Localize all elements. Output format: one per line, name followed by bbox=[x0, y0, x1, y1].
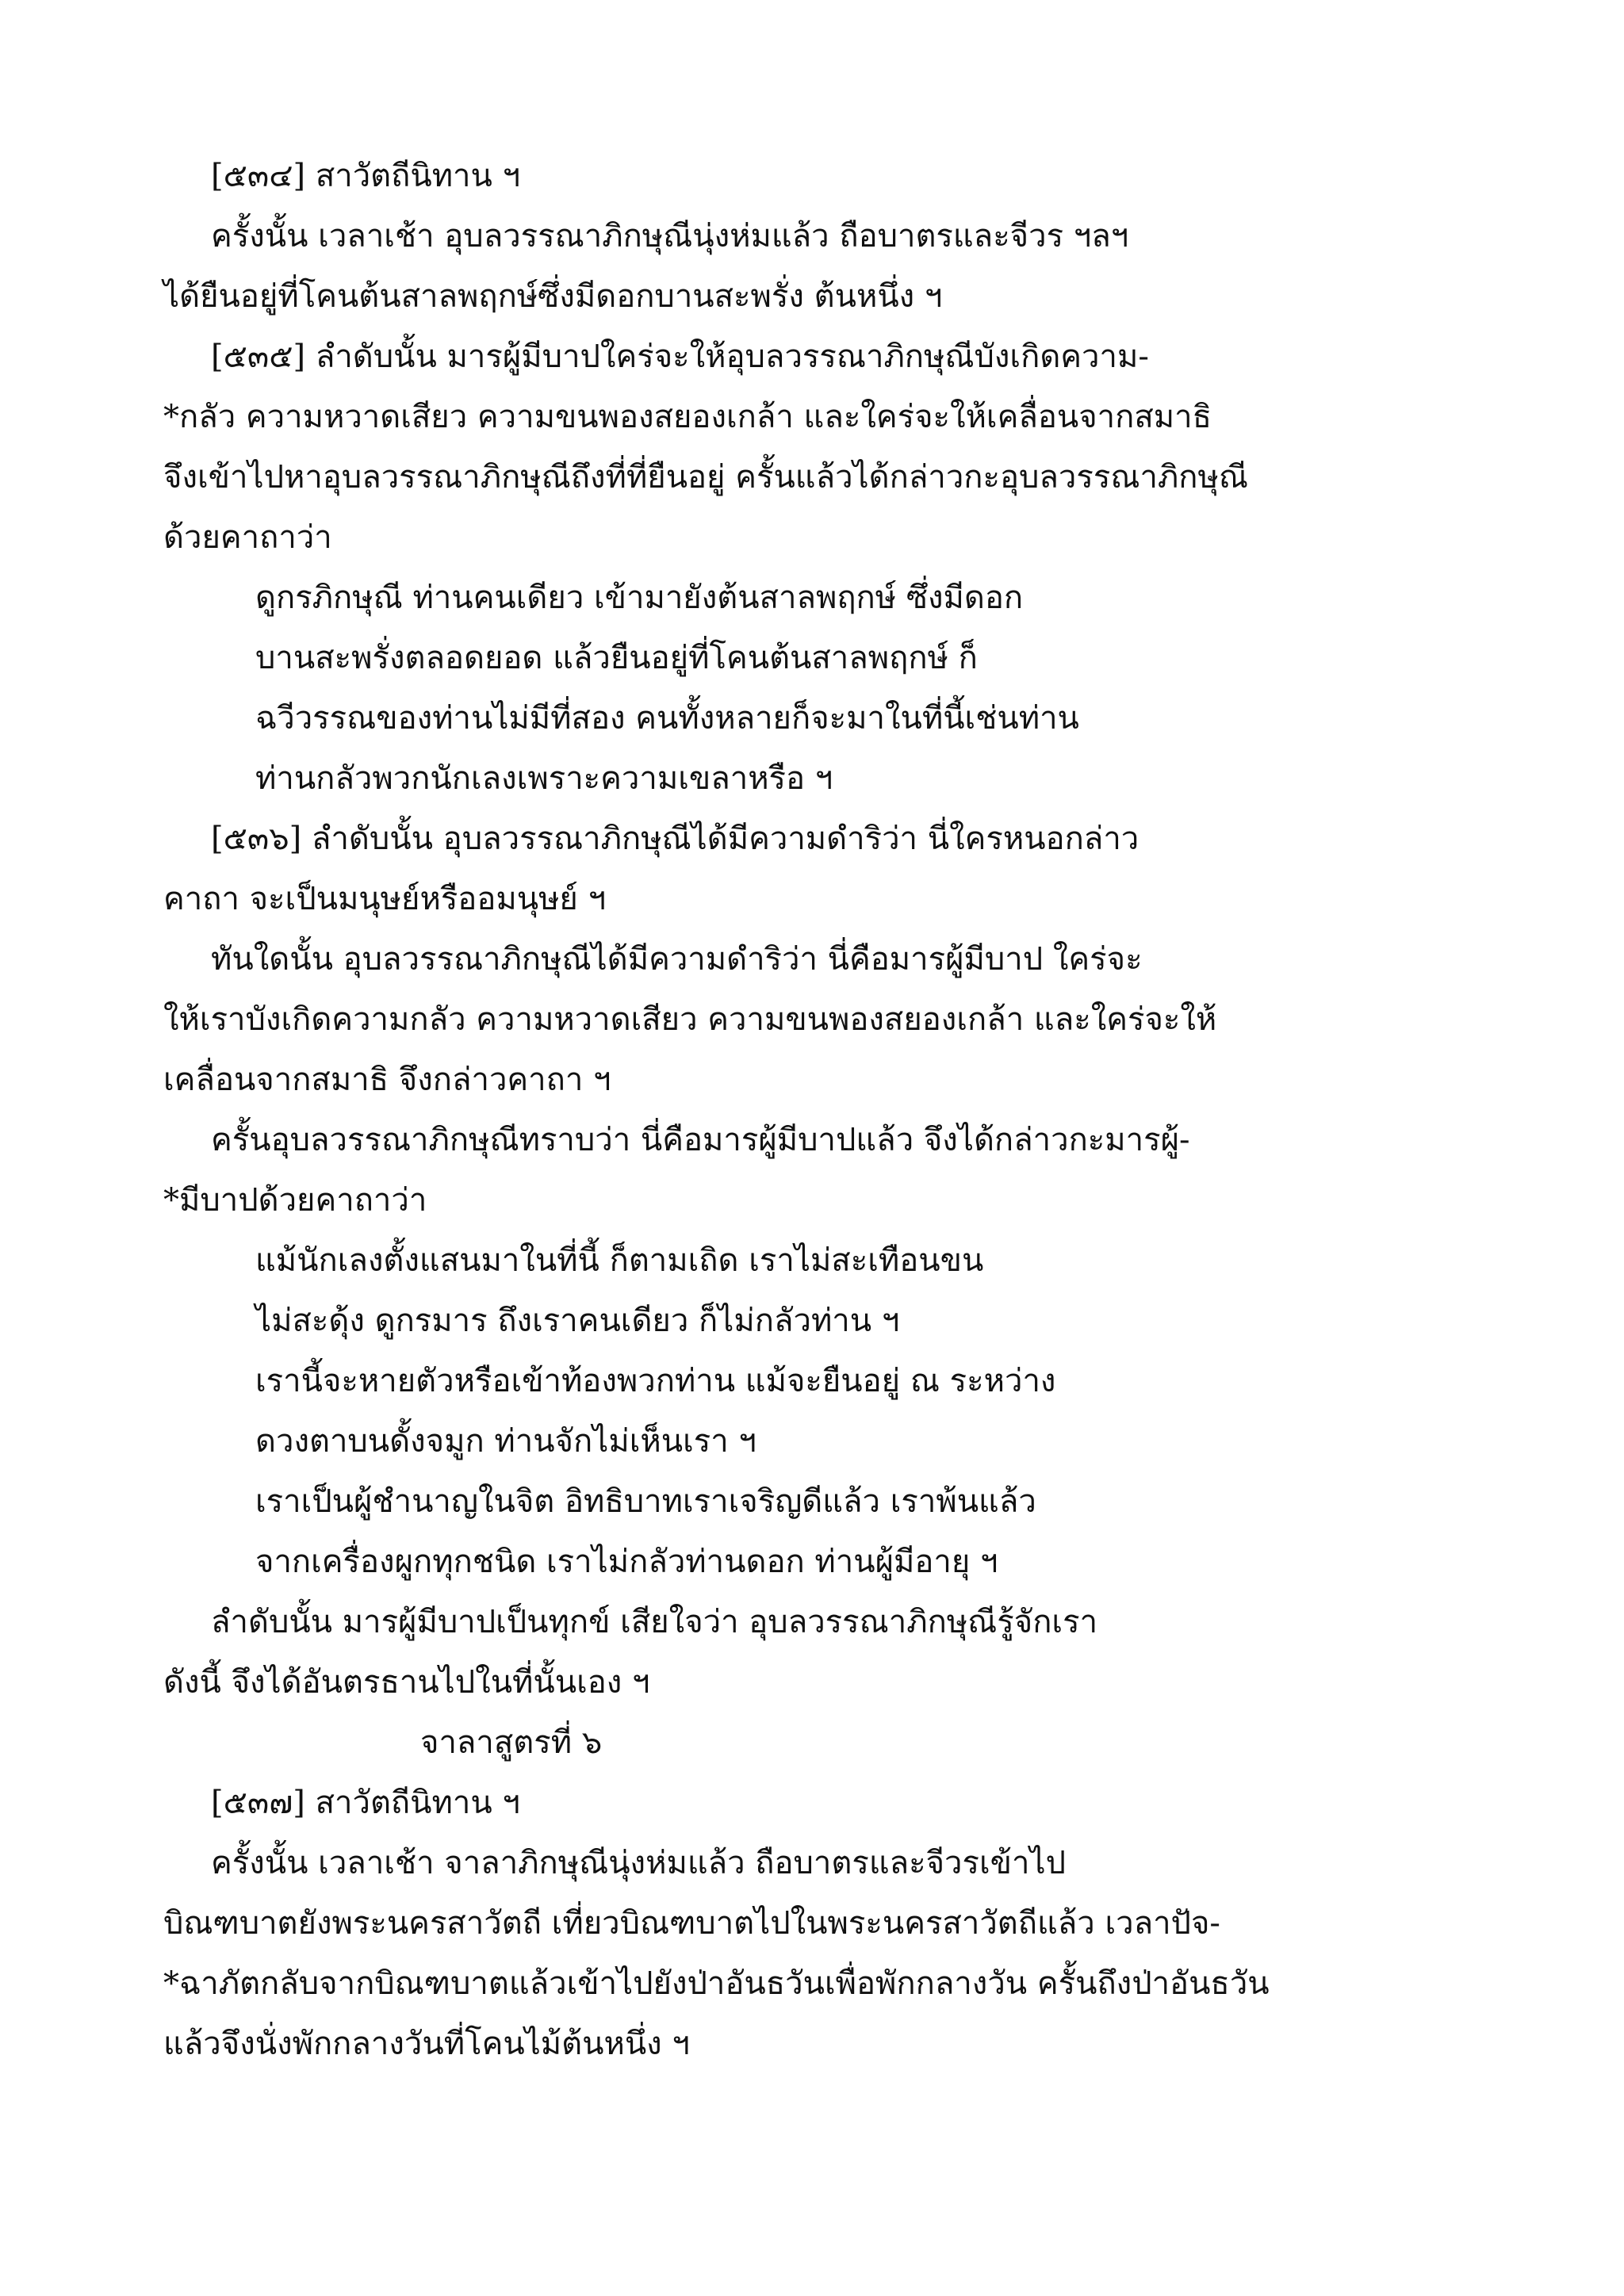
verse-2-line-5: เราเป็นผู้ชำนาญในจิต อิทธิบาทเราเจริญดีแล้ว เราพ้นแล้ว bbox=[255, 1483, 1036, 1520]
paragraph-535-line-4: ด้วยคาถาว่า bbox=[163, 519, 332, 556]
paragraph-536d-line-1: ลำดับนั้น มารผู้มีบาปเป็นทุกข์ เสียใจว่า อุบลวรรณาภิกษุณีรู้จักเรา bbox=[211, 1604, 1098, 1640]
paragraph-536c-line-1: ครั้นอุบลวรรณาภิกษุณีทราบว่า นี่คือมารผู้มีบาปแล้ว จึงได้กล่าวกะมารผู้- bbox=[211, 1122, 1190, 1158]
verse-2-line-4: ดวงตาบนดั้งจมูก ท่านจักไม่เห็นเรา ฯ bbox=[255, 1423, 756, 1460]
paragraph-537b-line-4: แล้วจึงนั่งพักกลางวันที่โคนไม้ต้นหนึ่ง ฯ bbox=[163, 2026, 690, 2062]
paragraph-535-line-2: *กลัว ความหวาดเสียว ความขนพองสยองเกล้า และใคร่จะให้เคลื่อนจากสมาธิ bbox=[163, 399, 1212, 435]
paragraph-537b-line-1: ครั้งนั้น เวลาเช้า จาลาภิกษุณีนุ่งห่มแล้ว ถือบาตรและจีวรเข้าไป bbox=[211, 1845, 1066, 1881]
sutta-heading: จาลาสูตรที่ ๖ bbox=[420, 1724, 603, 1761]
paragraph-536-line-1: [๕๓๖] ลำดับนั้น อุบลวรรณาภิกษุณีได้มีความดำริว่า นี่ใครหนอกล่าว bbox=[211, 821, 1139, 857]
verse-2-line-2: ไม่สะดุ้ง ดูกรมาร ถึงเราคนเดียว ก็ไม่กลัวท่าน ฯ bbox=[255, 1303, 900, 1339]
paragraph-537b-line-3: *ฉาภัตกลับจากบิณฑบาตแล้วเข้าไปยังป่าอันธวันเพื่อพักกลางวัน ครั้นถึงป่าอันธวัน bbox=[163, 1965, 1270, 2002]
paragraph-537-line-1: [๕๓๗] สาวัตถีนิทาน ฯ bbox=[211, 1785, 520, 1821]
paragraph-536d-line-2: ดังนี้ จึงได้อันตรธานไปในที่นั้นเอง ฯ bbox=[163, 1664, 650, 1701]
verse-1-line-1: ดูกรภิกษุณี ท่านคนเดียว เข้ามายังต้นสาลพฤกษ์ ซึ่งมีดอก bbox=[255, 580, 1024, 616]
paragraph-534b-line-1: ครั้งนั้น เวลาเช้า อุบลวรรณาภิกษุณีนุ่งห่มแล้ว ถือบาตรและจีวร ฯลฯ bbox=[211, 218, 1129, 254]
verse-2-line-3: เรานี้จะหายตัวหรือเข้าท้องพวกท่าน แม้จะยืนอยู่ ณ ระหว่าง bbox=[255, 1363, 1056, 1399]
paragraph-534-line-1: [๕๓๔] สาวัตถีนิทาน ฯ bbox=[211, 158, 521, 194]
verse-2-line-6: จากเครื่องผูกทุกชนิด เราไม่กลัวท่านดอก ท่านผู้มีอายุ ฯ bbox=[255, 1544, 998, 1580]
verse-1-line-4: ท่านกลัวพวกนักเลงเพราะความเขลาหรือ ฯ bbox=[255, 760, 833, 797]
paragraph-536c-line-2: *มีบาปด้วยคาถาว่า bbox=[163, 1182, 427, 1219]
paragraph-536-line-2: คาถา จะเป็นมนุษย์หรืออมนุษย์ ฯ bbox=[163, 881, 607, 917]
paragraph-535-line-1: [๕๓๕] ลำดับนั้น มารผู้มีบาปใคร่จะให้อุบลวรรณาภิกษุณีบังเกิดความ- bbox=[211, 339, 1149, 375]
paragraph-536b-line-2: ให้เราบังเกิดความกลัว ความหวาดเสียว ความขนพองสยองเกล้า และใคร่จะให้ bbox=[163, 1001, 1217, 1038]
paragraph-536b-line-3: เคลื่อนจากสมาธิ จึงกล่าวคาถา ฯ bbox=[163, 1062, 611, 1098]
paragraph-537b-line-2: บิณฑบาตยังพระนครสาวัตถี เที่ยวบิณฑบาตไปในพระนครสาวัตถีแล้ว เวลาปัจ- bbox=[163, 1905, 1220, 1942]
verse-1-line-2: บานสะพรั่งตลอดยอด แล้วยืนอยู่ที่โคนต้นสาลพฤกษ์ ก็ bbox=[255, 640, 978, 676]
paragraph-534b-line-2: ได้ยืนอยู่ที่โคนต้นสาลพฤกษ์ซึ่งมีดอกบานสะพรั่ง ต้นหนึ่ง ฯ bbox=[163, 278, 943, 315]
verse-2-line-1: แม้นักเลงตั้งแสนมาในที่นี้ ก็ตามเถิด เราไม่สะเทือนขน bbox=[255, 1242, 984, 1279]
paragraph-535-line-3: จึงเข้าไปหาอุบลวรรณาภิกษุณีถึงที่ที่ยืนอยู่ ครั้นแล้วได้กล่าวกะอุบลวรรณาภิกษุณี bbox=[163, 459, 1248, 496]
verse-1-line-3: ฉวีวรรณของท่านไม่มีที่สอง คนทั้งหลายก็จะมาในที่นี้เช่นท่าน bbox=[255, 700, 1079, 737]
paragraph-536b-line-1: ทันใดนั้น อุบลวรรณาภิกษุณีได้มีความดำริว่า นี่คือมารผู้มีบาป ใคร่จะ bbox=[211, 941, 1143, 978]
